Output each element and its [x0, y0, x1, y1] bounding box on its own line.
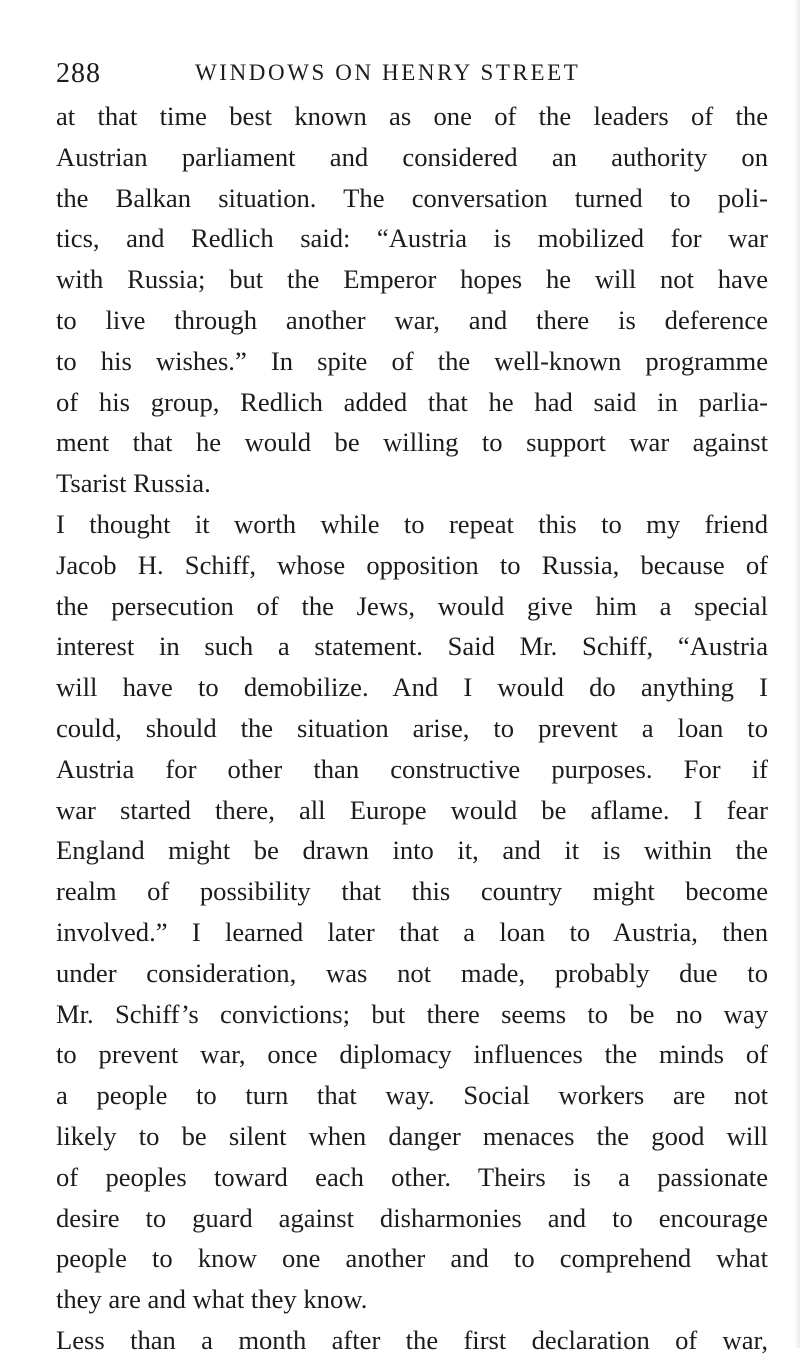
text-line: could, should the situation arise, to prevent a loan to — [56, 712, 768, 743]
text-line: desire to guard against disharmonies and to encourage — [56, 1202, 768, 1233]
text-line: likely to be silent when danger menaces the good will — [56, 1120, 768, 1151]
text-line: tics, and Redlich said: “Austria is mobilized for war — [56, 223, 768, 254]
text-line: under consideration, was not made, probably due to — [56, 957, 768, 988]
text-line: people to know one another and to comprehend what — [56, 1243, 768, 1274]
text-line: with Russia; but the Emperor hopes he will not have — [56, 264, 768, 295]
text-line: Austrian parliament and considered an authority on — [56, 141, 768, 172]
page-number: 288 — [56, 58, 101, 89]
text-line: Austria for other than constructive purposes. For if — [56, 753, 768, 784]
running-title: WINDOWS ON HENRY STREET — [195, 60, 581, 85]
text-line: Jacob H. Schiff, whose opposition to Russia, because of — [56, 549, 768, 580]
body-text — [56, 96, 768, 1361]
paragraph-end-line: Tsarist Russia. — [56, 468, 211, 499]
text-line: to prevent war, once diplomacy influences the minds of — [56, 1039, 768, 1070]
text-line: of peoples toward each other. Theirs is a passionate — [56, 1161, 768, 1192]
text-line: Mr. Schiff’s convictions; but there seems to be no way — [56, 998, 768, 1029]
text-line: of his group, Redlich added that he had said in parlia- — [56, 386, 768, 417]
text-line: the persecution of the Jews, would give him a special — [56, 590, 768, 621]
text-line: England might be drawn into it, and it is within the — [56, 835, 768, 866]
text-line: at that time best known as one of the leaders of the — [56, 101, 768, 131]
paragraph-end-line: they are and what they know. — [56, 1284, 368, 1315]
text-line: involved.” I learned later that a loan to Austria, then — [56, 916, 768, 947]
page-edge-shadow — [794, 0, 800, 1348]
text-line: interest in such a statement. Said Mr. Schiff, “Austria — [56, 631, 768, 662]
text-line: to his wishes.” In spite of the well-known programme — [56, 345, 768, 376]
running-head — [56, 58, 746, 98]
text-line: ment that he would be willing to support war against — [56, 427, 768, 458]
text-line: a people to turn that way. Social workers are not — [56, 1080, 768, 1111]
text-line: to live through another war, and there is deference — [56, 304, 768, 335]
text-line: will have to demobilize. And I would do anything I — [56, 672, 768, 703]
text-line: realm of possibility that this country might become — [56, 876, 768, 907]
paragraph-start-line: I thought it worth while to repeat this to my friend — [56, 508, 768, 539]
text-line: war started there, all Europe would be aflame. I fear — [56, 794, 768, 825]
paragraph-start-line: Less than a month after the first declaration of war, — [56, 1324, 768, 1355]
text-line: the Balkan situation. The conversation turned to poli- — [56, 182, 768, 213]
